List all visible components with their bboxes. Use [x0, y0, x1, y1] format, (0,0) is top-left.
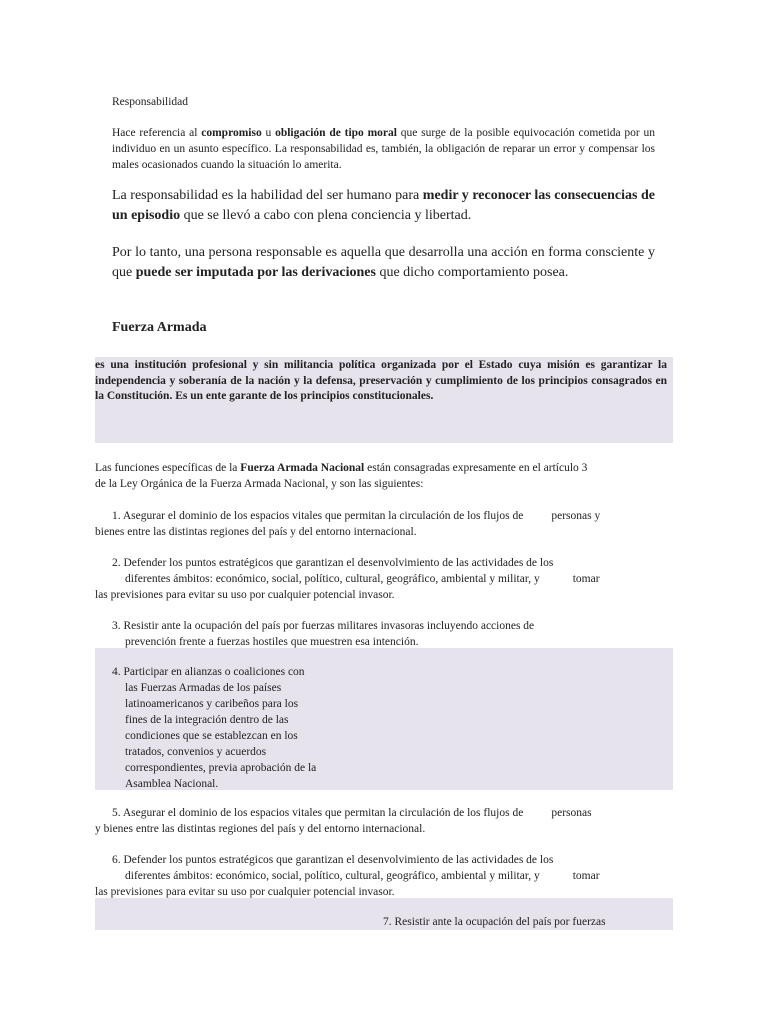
intro-line-2: de la Ley Orgánica de la Fuerza Armada Nacional, y son las siguientes:: [95, 478, 424, 490]
function-4-line-1: 4. Participar en alianzas o coaliciones con: [112, 666, 305, 678]
function-item-4: [112, 664, 316, 792]
bold-phrase: puede ser imputada por las derivaciones: [135, 265, 376, 280]
function-item-7: 7. Resistir ante la ocupación del país por fuerzas: [383, 916, 606, 928]
function-6-line-1: 6. Defender los puntos estratégicos que garantizan el desenvolvimiento de las actividades de los: [112, 854, 554, 866]
section-title-fuerza-armada: Fuerza Armada: [112, 320, 207, 335]
function-2-line-1: 2. Defender los puntos estratégicos que garantizan el desenvolvimiento de las actividades de los: [112, 557, 554, 569]
bold-term-obligacion: obligación de tipo moral: [275, 127, 397, 139]
function-item-1: [95, 508, 675, 540]
text-run: tomar: [572, 870, 600, 882]
section-title-responsabilidad: Responsabilidad: [112, 96, 189, 108]
responsabilidad-paragraph-2: [112, 186, 655, 226]
function-5-line-2: y bienes entre las distintas regiones del país y del entorno internacional.: [95, 823, 426, 835]
function-4-line-2: las Fuerzas Armadas de los países: [125, 682, 282, 694]
function-2-line-3: las previsiones para evitar su uso por cualquier potencial invasor.: [95, 589, 395, 601]
function-3-line-1: 3. Resistir ante la ocupación del país por fuerzas militares invasoras incluyendo acciones de: [112, 620, 535, 632]
function-1-line-1: [95, 508, 675, 524]
text-run: personas: [551, 807, 592, 819]
intro-line-1: [95, 460, 673, 476]
responsabilidad-paragraph-3: [112, 243, 655, 283]
text-run: u: [261, 127, 276, 139]
text-run: tomar: [572, 573, 600, 585]
function-3-line-2: prevención frente a fuerzas hostiles que muestren esa intención.: [125, 636, 419, 648]
function-2-line-2: [95, 571, 675, 587]
function-6-line-3: las previsiones para evitar su uso por cualquier potencial invasor.: [95, 886, 395, 898]
text-run: personas y: [551, 510, 601, 522]
function-4-line-3: latinoamericanos y caribeños para los: [125, 698, 299, 710]
definition-shaded-box: [95, 357, 673, 443]
text-run: diferentes ámbitos: económico, social, político, cultural, geográfico, ambiental y militar, y: [125, 870, 540, 882]
bold-phrase: medir y reconocer las consecuencias de un episodio: [112, 188, 655, 223]
text-run: 5. Asegurar el dominio de los espacios vitales que permitan la circulación de los flujos de: [112, 807, 524, 819]
function-4-line-6: tratados, convenios y acuerdos: [125, 746, 267, 758]
bold-term-fan: Fuerza Armada Nacional: [240, 462, 365, 474]
text-run: que se llevó a cabo con plena conciencia y libertad.: [180, 208, 472, 223]
function-item-6: [95, 852, 675, 900]
function-4-line-4: fines de la integración dentro de las: [125, 714, 289, 726]
functions-intro: [95, 460, 673, 492]
function-item-5: [95, 805, 675, 837]
text-run: La responsabilidad es la habilidad del ser humano para: [112, 188, 423, 203]
function-item-2: [95, 555, 675, 603]
function-4-line-7: correspondientes, previa aprobación de la: [125, 762, 317, 774]
text-run: diferentes ámbitos: económico, social, político, cultural, geográfico, ambiental y militar, y: [125, 573, 540, 585]
text-run: 1. Asegurar el dominio de los espacios vitales que permitan la circulación de los flujos de: [112, 510, 524, 522]
function-5-line-1: [95, 805, 675, 821]
function-4-line-8: Asamblea Nacional.: [125, 778, 219, 790]
text-run: que surge de la posible equivocación cometida por un individuo en un asunto específico. La responsabilidad es, también, la obligación de reparar un error y compensar los males ocasionados cuando la situación lo amerita.: [112, 127, 656, 171]
function-1-line-2: bienes entre las distintas regiones del país y del entorno internacional.: [95, 526, 417, 538]
function-item-3: [95, 618, 675, 650]
text-run: Por lo tanto, una persona responsable es aquella que desarrolla una acción en forma consciente y que: [112, 245, 655, 280]
bold-term-compromiso: compromiso: [201, 127, 262, 139]
text-run: están consagradas expresamente en el artículo 3: [364, 462, 588, 474]
function-6-line-2: [95, 868, 675, 884]
function-7-shaded-box: [95, 898, 673, 930]
definition-text: es una institución profesional y sin militancia política organizada por el Estado cuya misión es garantizar la independencia y soberanía de la nación y la defensa, preservación y cumplimiento de los principios consagrados en la Constitución. Es un ente garante de los principios constitucionales.: [95, 359, 667, 402]
text-run: Hace referencia al: [112, 127, 202, 139]
text-run: Las funciones específicas de la: [95, 462, 241, 474]
function-4-shaded-box: [95, 648, 673, 790]
responsabilidad-paragraph-1: [112, 125, 655, 173]
text-run: que dicho comportamiento posea.: [375, 265, 569, 280]
function-4-line-5: condiciones que se establezcan en los: [125, 730, 298, 742]
